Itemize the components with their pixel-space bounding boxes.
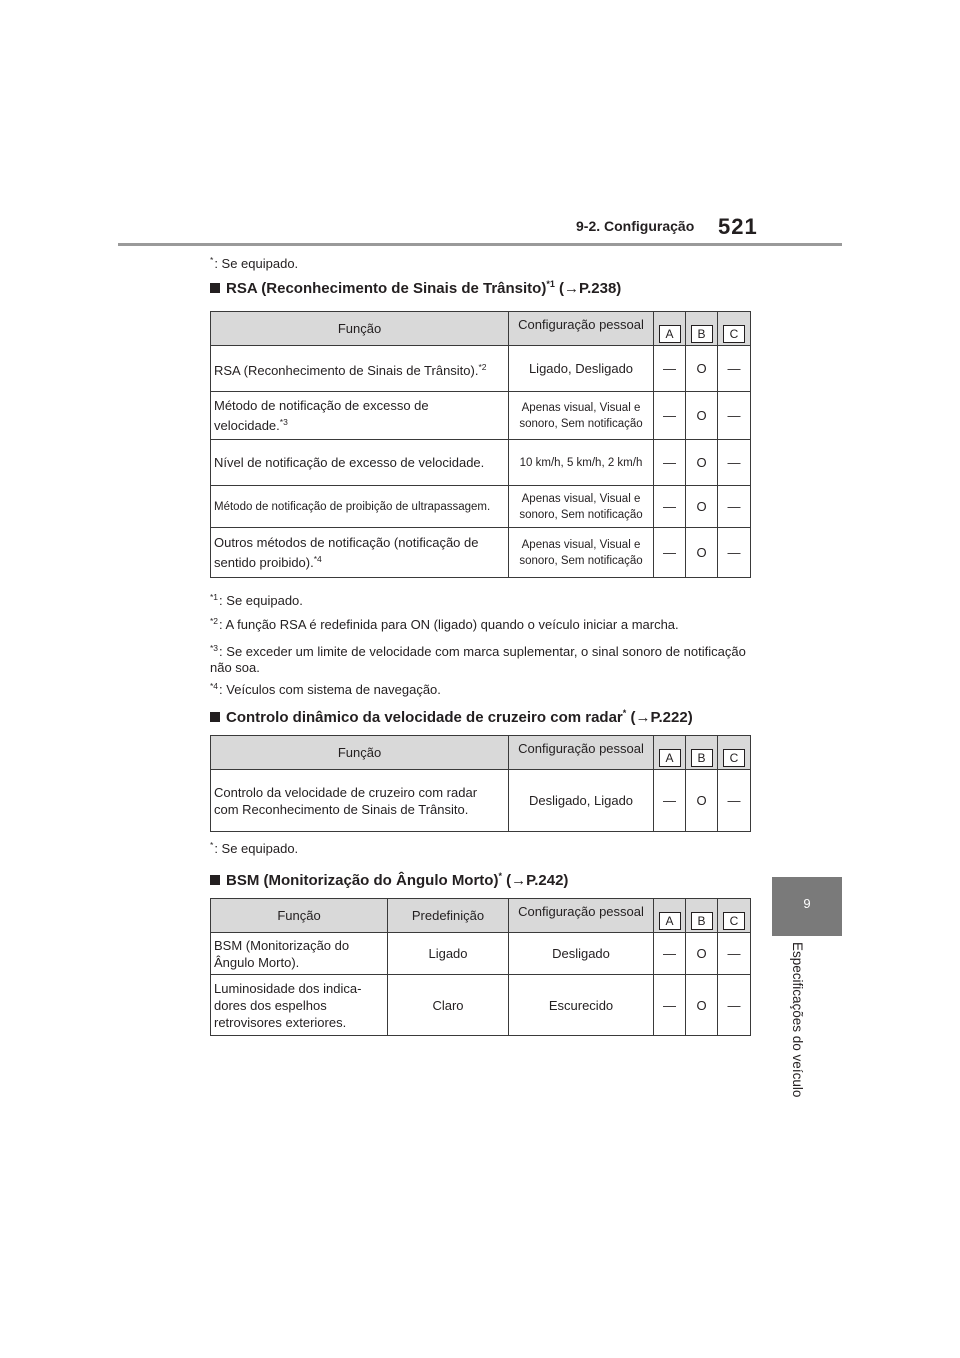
column-header-function: Função xyxy=(211,312,509,346)
page-number: 521 xyxy=(718,214,758,239)
table-row xyxy=(211,346,751,392)
square-bullet-icon xyxy=(210,712,220,722)
column-header-c: C xyxy=(718,312,751,346)
footnote: $^{*1}$: Se equipado. xyxy=(210,592,303,608)
column-header-config: Configuração pessoal xyxy=(509,736,654,770)
col-a-cell: — xyxy=(654,346,686,392)
config-cell: Escurecido xyxy=(509,975,654,1036)
footnote-mark: * xyxy=(210,255,214,265)
function-cell: Método de notificação de proibição de ultrapassagem. xyxy=(211,486,509,528)
column-header-a: A xyxy=(654,899,686,933)
col-c-cell: — xyxy=(718,933,751,975)
col-c-cell: — xyxy=(718,770,751,832)
col-a-cell: — xyxy=(654,528,686,578)
table-header-row xyxy=(211,312,751,346)
function-cell: Método de notificação de excesso de velocidade.$^{*3}$ xyxy=(211,392,509,440)
top-footnote xyxy=(210,255,298,271)
function-cell: Controlo da velocidade de cruzeiro com radar com Reconhecimento de Sinais de Trânsito. xyxy=(211,770,509,832)
config-cell: Ligado, Desligado xyxy=(509,346,654,392)
col-a-cell: — xyxy=(654,975,686,1036)
footnote: $^{*2}$: A função RSA é redefinida para ON (ligado) quando o veículo iniciar a marcha. xyxy=(210,616,679,632)
column-header-function: Função xyxy=(211,736,509,770)
table-row xyxy=(211,933,751,975)
section-heading-bsm xyxy=(210,871,568,889)
table-row xyxy=(211,392,751,440)
heading-superscript: * xyxy=(622,708,627,718)
col-a-cell: — xyxy=(654,486,686,528)
config-cell: 10 km/h, 5 km/h, 2 km/h xyxy=(509,440,654,486)
config-cell: Apenas visual, Visual e sonoro, Sem notificação xyxy=(509,486,654,528)
column-header-a: A xyxy=(654,312,686,346)
table-row xyxy=(211,770,751,832)
section-heading-rsa xyxy=(210,279,621,297)
heading-title: Controlo dinâmico da velocidade de cruzeiro com radar xyxy=(226,709,623,726)
column-header-default: Predefinição xyxy=(388,899,509,933)
function-cell: Nível de notificação de excesso de velocidade. xyxy=(211,440,509,486)
table-row xyxy=(211,975,751,1036)
column-header-function: Função xyxy=(211,899,388,933)
column-header-c: C xyxy=(718,736,751,770)
footnote-text: : Se equipado. xyxy=(214,256,299,271)
square-bullet-icon xyxy=(210,283,220,293)
column-header-config: Configuração pessoal xyxy=(509,899,654,933)
default-cell: Ligado xyxy=(388,933,509,975)
col-a-cell: — xyxy=(654,770,686,832)
function-cell: Outros métodos de notificação (notificação de sentido proibido).$^{*4}$ xyxy=(211,528,509,578)
config-cell: Desligado, Ligado xyxy=(509,770,654,832)
function-cell: Luminosidade dos indica-dores dos espelhos retrovisores exteriores. xyxy=(211,975,388,1036)
column-header-b: B xyxy=(686,899,718,933)
col-b-cell: O xyxy=(686,528,718,578)
heading-title: BSM (Monitorização do Ângulo Morto) xyxy=(226,872,499,889)
col-c-cell: — xyxy=(718,528,751,578)
col-c-cell: — xyxy=(718,975,751,1036)
table-row xyxy=(211,486,751,528)
chapter-label-container xyxy=(784,942,808,1126)
column-header-c: C xyxy=(718,899,751,933)
chapter-label: Especificações do veículo xyxy=(790,942,805,1098)
col-b-cell: O xyxy=(686,975,718,1036)
column-header-config: Configuração pessoal xyxy=(509,312,654,346)
col-b-cell: O xyxy=(686,486,718,528)
column-header-b: B xyxy=(686,312,718,346)
table-row xyxy=(211,528,751,578)
col-a-cell: — xyxy=(654,392,686,440)
col-c-cell: — xyxy=(718,346,751,392)
footnote: $^{*4}$: Veículos com sistema de navegação. xyxy=(210,681,441,697)
settings-table-rsa xyxy=(210,311,751,578)
col-c-cell: — xyxy=(718,392,751,440)
config-cell: Apenas visual, Visual e sonoro, Sem notificação xyxy=(509,528,654,578)
col-c-cell: — xyxy=(718,440,751,486)
col-b-cell: O xyxy=(686,770,718,832)
square-bullet-icon xyxy=(210,875,220,885)
col-c-cell: — xyxy=(718,486,751,528)
function-cell: RSA (Reconhecimento de Sinais de Trânsito).$^{*2}$ xyxy=(211,346,509,392)
col-b-cell: O xyxy=(686,440,718,486)
footnote: *: Se equipado. xyxy=(210,840,299,856)
default-cell: Claro xyxy=(388,975,509,1036)
col-a-cell: — xyxy=(654,933,686,975)
section-title: 9-2. Configuração xyxy=(576,218,695,234)
config-cell: Desligado xyxy=(509,933,654,975)
config-cell: Apenas visual, Visual e sonoro, Sem notificação xyxy=(509,392,654,440)
settings-table-bsm xyxy=(210,898,751,1036)
column-header-b: B xyxy=(686,736,718,770)
section-heading-cruise-control xyxy=(210,708,693,726)
table-row xyxy=(211,440,751,486)
col-b-cell: O xyxy=(686,933,718,975)
function-cell: BSM (Monitorização do Ângulo Morto). xyxy=(211,933,388,975)
page-reference: (→P.222) xyxy=(630,709,693,726)
chapter-number: 9 xyxy=(803,896,811,911)
column-header-a: A xyxy=(654,736,686,770)
heading-superscript: *1 xyxy=(546,279,555,289)
header-divider xyxy=(118,243,842,246)
page-reference: (→P.238) xyxy=(559,280,622,297)
footnote: $^{*3}$: Se exceder um limite de velocidade com marca suplementar, o sinal sonoro de notificação não soa. xyxy=(210,643,746,675)
col-a-cell: — xyxy=(654,440,686,486)
heading-superscript: * xyxy=(498,871,502,881)
heading-title: RSA (Reconhecimento de Sinais de Trânsito) xyxy=(226,280,547,297)
col-b-cell: O xyxy=(686,346,718,392)
col-b-cell: O xyxy=(686,392,718,440)
table-header-row xyxy=(211,736,751,770)
table-header-row xyxy=(211,899,751,933)
page-reference: (→P.242) xyxy=(506,872,569,889)
settings-table-cruise-control xyxy=(210,735,751,832)
